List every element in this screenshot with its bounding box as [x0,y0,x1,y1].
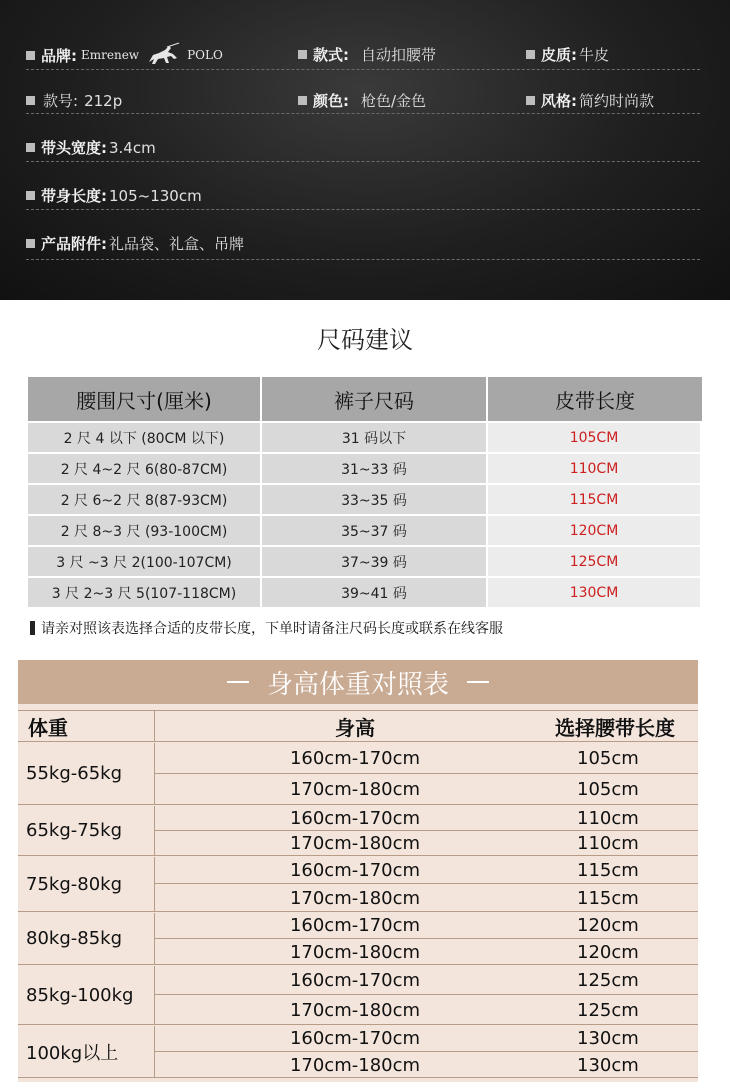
height-cell: 170cm-180cm [289,833,421,854]
product-spec-panel [0,0,730,300]
bullet-square-icon [26,96,35,105]
height-cell: 170cm-180cm [289,941,421,963]
weight-group [18,743,698,805]
spec-material [526,44,609,65]
model-label: 款号: [43,92,79,110]
length-cell: 120cm [577,915,639,936]
pants-size-cell: 33~35 码 [262,485,488,514]
size-section-title: 尺码建议 [317,326,413,354]
length-cell: 115cm [577,859,639,881]
height-cell: 160cm-170cm [289,915,421,936]
spec-accessories [26,233,244,254]
table-row [155,939,698,965]
length-cell: 105cm [577,779,639,800]
style-label: 款式: [313,46,349,64]
height-cell: 160cm-170cm [289,747,421,769]
height-weight-table [18,660,698,1082]
height-weight-title: 身高体重对照表 [266,669,449,700]
length-cell: 120cm [577,941,639,963]
brand-label: 品牌: [41,46,77,65]
length-cell: 115cm [577,887,639,909]
waist-cell: 3 尺 ~3 尺 2(100-107CM) [28,547,262,576]
height-cell: 170cm-180cm [289,999,421,1021]
bullet-square-icon [26,191,35,200]
weight-cell: 65kg-75kg [18,806,155,855]
size-note [30,618,503,638]
height-cell: 160cm-170cm [289,807,421,829]
belt-length-cell: 110CM [488,454,702,483]
table-row [28,576,702,607]
bullet-square-icon [26,239,35,248]
weight-group [18,1026,698,1078]
length-cell: 125cm [577,969,639,991]
pants-size-cell: 37~39 码 [262,547,488,576]
spec-row-2 [26,86,700,114]
bullet-square-icon [526,50,535,59]
model-value: 212p [84,91,123,110]
height-cell: 170cm-180cm [289,779,421,800]
material-value: 牛皮 [579,46,610,64]
length-cell: 130cm [577,1028,639,1049]
size-table-header [28,377,702,421]
waist-cell: 2 尺 6~2 尺 8(87-93CM) [28,485,262,514]
weight-cell: 100kg以上 [18,1026,155,1077]
height-cell: 160cm-170cm [289,859,421,881]
belt-length-cell: 120CM [488,516,702,545]
belt-length-cell: 125CM [488,547,702,576]
accessories-value: 礼品袋、礼盒、吊牌 [109,235,245,253]
size-table [28,377,702,607]
table-row [28,452,702,483]
table-row [28,545,702,576]
material-label: 皮质: [541,46,577,64]
weight-cell: 85kg-100kg [18,966,155,1024]
color-value: 枪色/金色 [361,92,427,110]
table-row [155,913,698,939]
table-row [155,774,698,805]
height-cell: 170cm-180cm [289,887,421,909]
color-label: 颜色: [313,92,349,110]
pants-size-cell: 31~33 码 [262,454,488,483]
table-row [155,1052,698,1078]
table-row [28,483,702,514]
weight-cell: 55kg-65kg [18,743,155,804]
length-cell: 110cm [577,807,639,829]
table-row [155,743,698,774]
header-pants-size: 裤子尺码 [262,377,488,421]
belt-length-label: 带身长度: [41,187,107,205]
title-dash-right [467,681,489,683]
brand-logo [81,42,223,68]
brand-name-right: POLO [187,48,223,62]
height-weight-header [18,710,698,742]
spec-style [298,44,436,65]
belt-length-cell: 130CM [488,578,702,607]
header-belt-length: 皮带长度 [488,377,702,421]
length-cell: 125cm [577,999,639,1021]
note-bar-icon [30,621,35,635]
pants-size-cell: 31 码以下 [262,423,488,452]
spec-fashion [526,90,654,111]
spec-buckle-width [26,137,156,158]
spec-row-1 [26,40,700,70]
table-row [28,421,702,452]
table-row [28,514,702,545]
pants-size-cell: 35~37 码 [262,516,488,545]
height-cell: 160cm-170cm [289,969,421,991]
length-cell: 105cm [577,747,639,769]
length-cell: 110cm [577,833,639,854]
title-dash-left [227,681,249,683]
table-row [155,857,698,884]
spec-row-5 [26,228,700,260]
buckle-width-label: 带头宽度: [41,139,107,157]
header-choose-length: 选择腰带长度 [555,715,675,740]
belt-length-value: 105~130cm [109,186,202,205]
bullet-square-icon [26,51,35,60]
bullet-square-icon [526,96,535,105]
height-weight-title-bar [18,660,698,704]
weight-cell: 75kg-80kg [18,857,155,911]
length-cell: 130cm [577,1054,639,1076]
spec-row-4 [26,180,700,210]
brand-name-left: Emrenew [81,48,140,62]
table-row [155,884,698,912]
buckle-width-value: 3.4cm [109,138,156,157]
size-note-text: 请亲对照该表选择合适的皮带长度，下单时请备注尺码长度或联系在线客服 [41,621,503,637]
bullet-square-icon [298,96,307,105]
belt-length-cell: 105CM [488,423,702,452]
header-height: 身高 [335,715,375,740]
header-waist: 腰围尺寸(厘米) [28,377,262,421]
spec-color [298,90,426,111]
bullet-square-icon [26,143,35,152]
table-row [155,995,698,1025]
waist-cell: 2 尺 4 以下 (80CM 以下) [28,423,262,452]
table-row [155,831,698,856]
header-weight: 体重 [18,711,155,741]
bullet-square-icon [298,50,307,59]
waist-cell: 2 尺 4~2 尺 6(80-87CM) [28,454,262,483]
fashion-value: 简约时尚款 [579,92,655,110]
weight-group [18,913,698,965]
table-row [155,806,698,831]
belt-length-cell: 115CM [488,485,702,514]
spec-row-3 [26,132,700,162]
spec-belt-length [26,185,202,206]
waist-cell: 3 尺 2~3 尺 5(107-118CM) [28,578,262,607]
style-value: 自动扣腰带 [361,46,437,64]
height-cell: 160cm-170cm [289,1028,421,1049]
spec-brand [26,42,223,68]
weight-cell: 80kg-85kg [18,913,155,964]
weight-group [18,966,698,1025]
polo-horse-icon [143,42,183,68]
waist-cell: 2 尺 8~3 尺 (93-100CM) [28,516,262,545]
weight-group [18,857,698,912]
table-row [155,1026,698,1052]
pants-size-cell: 39~41 码 [262,578,488,607]
height-cell: 170cm-180cm [289,1054,421,1076]
fashion-label: 风格: [541,92,577,110]
spec-model [26,90,122,111]
accessories-label: 产品附件: [41,235,107,253]
weight-group [18,806,698,856]
table-row [155,966,698,995]
